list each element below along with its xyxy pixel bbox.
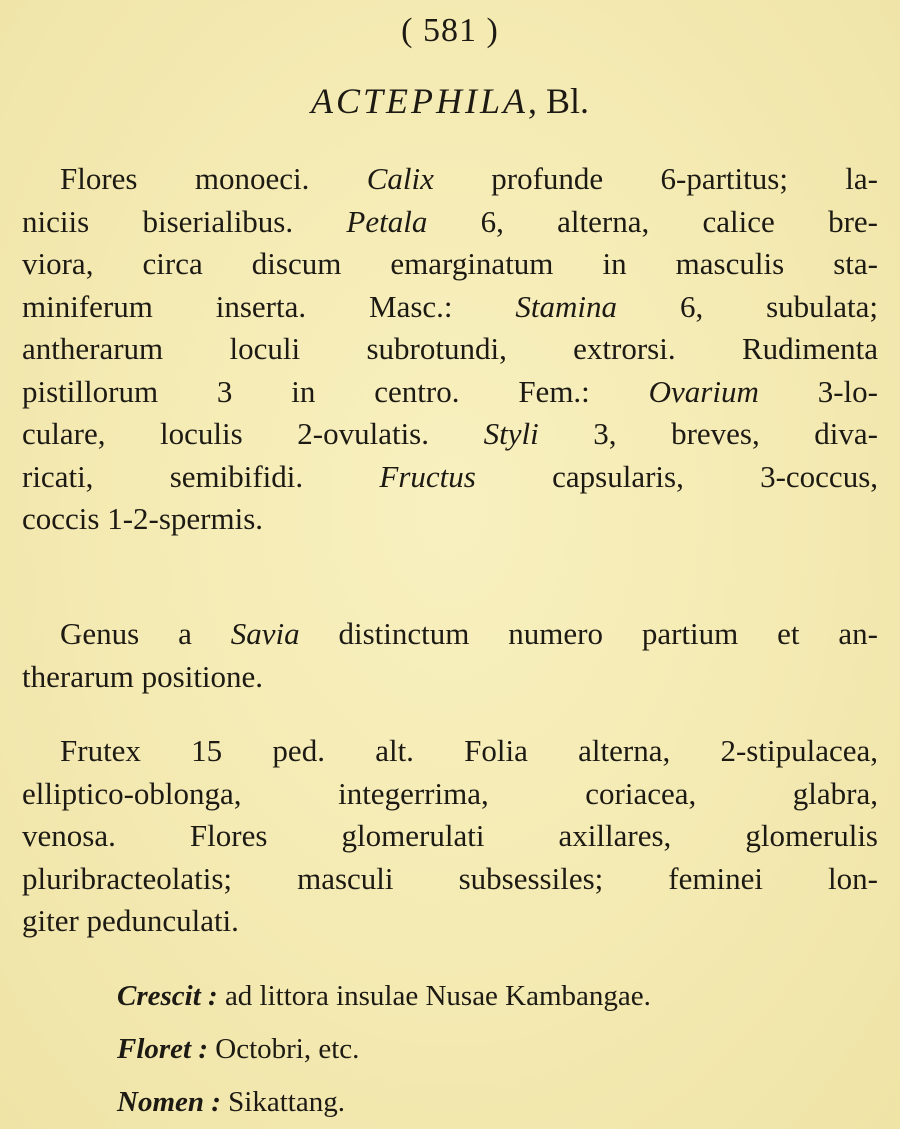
note-text: Sikattang. [220,1086,345,1118]
text-line: therarum positione. [22,658,264,694]
genus-heading [0,80,900,122]
text-line: coccis 1-2-spermis. [22,501,264,536]
note-text: Octobri, etc. [208,1033,360,1065]
text-line: venosa. Flores glomerulati axillares, glomerulis [22,818,878,853]
term-stamina: Stamina [515,288,618,324]
note-label: Crescit : [117,980,218,1012]
text-line: elliptico-oblonga, integerrima, coriacea, glabra, [22,775,878,811]
term-savia: Savia [230,616,300,651]
paragraph-description [22,158,878,541]
page-number: ( 581 ) [401,12,499,49]
genus-author: , Bl. [528,81,590,121]
note-floret [117,1033,359,1066]
text-line: giter pedunculati. [22,903,239,938]
note-text: ad littora insulae Nusae Kambangae. [217,980,651,1012]
text-line: pluribracteolatis; masculi subsessiles; feminei lon- [22,860,878,896]
text-line: miniferum inserta. Masc.: Stamina 6, subulata; [22,288,878,324]
genus-name: ACTEPHILA [310,81,528,121]
paragraph-habit [22,730,878,943]
text-line: Frutex 15 ped. alt. Folia alterna, 2-stipulacea, [60,733,878,768]
text-line: Genus a Savia distinctum numero partium et an- [60,616,878,651]
text-line: culare, loculis 2-ovulatis. Styli 3, breves, diva- [22,416,878,451]
paragraph-genus-note [22,613,878,698]
term-calix: Calix [366,161,434,196]
text-line: pistillorum 3 in centro. Fem.: Ovarium 3-lo- [22,373,878,409]
term-fructus: Fructus [379,458,476,494]
text-line: antherarum loculi subrotundi, extrorsi. Rudimenta [22,331,878,366]
text-line: niciis biserialibus. Petala 6, alterna, calice bre- [22,203,878,239]
text-line: ricati, semibifidi. Fructus capsularis, 3-coccus, [22,458,879,494]
text-line: viora, circa discum emarginatum in masculis sta- [22,246,878,281]
note-nomen [117,1086,345,1119]
term-ovarium: Ovarium [648,373,759,409]
term-styli: Styli [483,416,539,451]
term-petala: Petala [346,203,428,239]
note-crescit [117,980,651,1013]
note-label: Nomen : [117,1086,221,1118]
note-label: Floret : [117,1033,209,1065]
text-line: Flores monoeci. Calix profunde 6-partitus; la- [60,161,878,196]
